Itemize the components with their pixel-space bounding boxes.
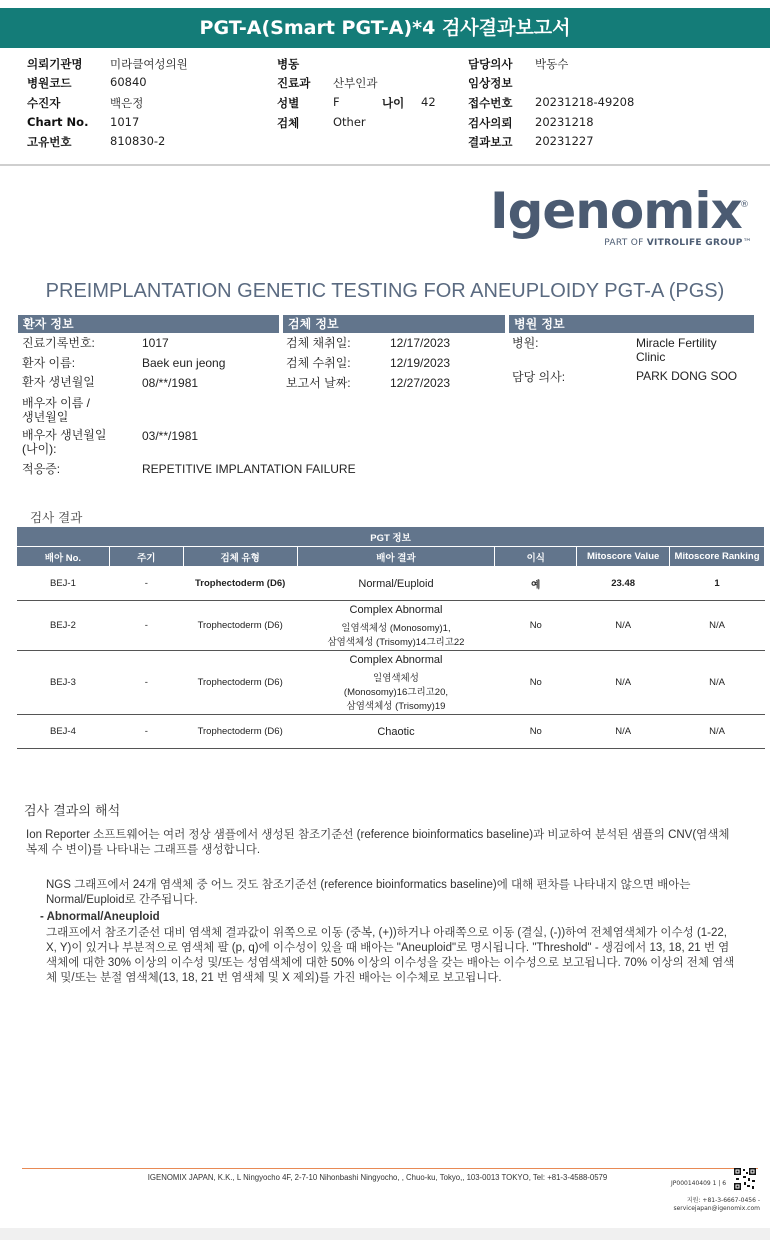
meta-label: 진료과 — [277, 76, 311, 90]
footer-address: IGENOMIX JAPAN, K.K., L Ningyocho 4F, 2-7-10 Nihonbashi Ningyocho, , Chuo-ku, Tokyo,, 103-0013 TOKYO, Tel: +81-3-4588-0579 — [147, 1173, 608, 1182]
page-id: JP000140409 1 | 6 — [671, 1180, 727, 1187]
meta-value: 20231218-49208 — [535, 95, 635, 109]
column-header: 주기 — [109, 547, 183, 567]
result-detail: 일염색체성 — [373, 672, 419, 684]
registered-mark: ® — [740, 200, 749, 210]
meta-value: 42 — [421, 95, 436, 109]
report-title-bar — [0, 8, 770, 48]
igenomix-logo — [490, 182, 752, 254]
field-label: 검체 채취일: — [286, 336, 351, 350]
logo-wordmark: Igenomix — [490, 182, 742, 240]
meta-value: 미라클여성의원 — [110, 57, 188, 71]
meta-label: 나이 — [382, 96, 405, 110]
footer-contact — [672, 1197, 760, 1213]
result-detail: 일염색체성 (Monosomy)1, — [341, 622, 451, 634]
table-row — [17, 601, 765, 651]
meta-label: 접수번호 — [468, 96, 513, 110]
logo-sub-prefix: PART OF — [604, 238, 647, 248]
divider — [0, 164, 770, 166]
mitoscore-ranking: N/A — [670, 651, 765, 715]
embryo-result: Normal/Euploid — [297, 567, 495, 601]
cycle: - — [109, 601, 183, 651]
embryo-result: Complex Abnormal — [349, 603, 443, 616]
logo-subtitle — [604, 238, 752, 248]
transfer: No — [495, 715, 577, 749]
embryo-result: Chaotic — [297, 715, 495, 749]
mitoscore-ranking: N/A — [670, 715, 765, 749]
field-value: 1017 — [142, 336, 169, 350]
meta-value: F — [333, 95, 340, 109]
field-value: Baek eun jeong — [142, 356, 226, 370]
meta-value: 810830-2 — [110, 134, 166, 148]
section-title: 검체 정보 — [288, 317, 339, 331]
transfer: No — [495, 651, 577, 715]
column-header: 검체 유형 — [183, 547, 297, 567]
footer-divider — [22, 1168, 758, 1169]
meta-label: 병원코드 — [27, 76, 72, 90]
meta-label: 검체 — [277, 116, 300, 130]
qr-code-icon — [734, 1168, 756, 1190]
cycle: - — [109, 715, 183, 749]
field-label: (나이): — [22, 442, 57, 456]
meta-value: 20231218 — [535, 115, 594, 129]
meta-value: 60840 — [110, 75, 147, 89]
sample-type: Trophectoderm (D6) — [183, 601, 297, 651]
meta-label: 병동 — [277, 57, 300, 71]
cycle: - — [109, 567, 183, 601]
field-label: 생년월일 — [22, 410, 69, 424]
column-header: 이식 — [495, 547, 577, 567]
meta-label: 임상정보 — [468, 76, 513, 90]
column-header: 배아 No. — [17, 547, 110, 567]
embryo-no: BEJ-3 — [17, 651, 110, 715]
meta-value: Other — [333, 115, 366, 129]
field-label: 환자 이름: — [22, 356, 76, 370]
field-value: 12/19/2023 — [390, 356, 451, 370]
field-label: 검체 수취일: — [286, 356, 351, 370]
interpretation-title: 검사 결과의 해석 — [24, 804, 121, 819]
embryo-no: BEJ-4 — [17, 715, 110, 749]
meta-value: 박동수 — [535, 57, 569, 71]
field-value: REPETITIVE IMPLANTATION FAILURE — [142, 462, 356, 476]
meta-label: 성별 — [277, 96, 300, 110]
field-label: 배우자 생년월일 — [22, 428, 107, 442]
results-table — [16, 526, 765, 749]
logo-sub-brand: VITROLIFE GROUP — [646, 238, 743, 248]
interpretation-paragraph: Ion Reporter 소프트웨어는 여러 정상 샘플에서 생성된 참조기준선 (reference bioinformatics baseline)과 비교하여 분석된 샘플의 CNV(염색체 복제 수 변이)를 나타내는 그래프를 생성합니다. — [26, 829, 730, 856]
field-label: 진료기록번호: — [22, 336, 95, 350]
field-value: Clinic — [636, 350, 666, 364]
sample-type: Trophectoderm (D6) — [183, 715, 297, 749]
request-info-block — [0, 54, 770, 162]
meta-value: 20231227 — [535, 134, 594, 148]
meta-value: 백은정 — [110, 96, 144, 110]
meta-label: 결과보고 — [468, 135, 513, 149]
meta-label: 고유번호 — [27, 135, 72, 149]
embryo-result: Complex Abnormal — [349, 653, 443, 666]
mitoscore-value: N/A — [577, 601, 670, 651]
table-row — [17, 567, 765, 601]
meta-value: 1017 — [110, 115, 140, 129]
mitoscore-ranking: 1 — [670, 567, 765, 601]
field-label: 배우자 이름 / — [22, 396, 90, 410]
field-label: 병원: — [512, 336, 539, 350]
contact-phone: 지원: +81-3-6667-0456 - — [686, 1197, 760, 1204]
report-heading: PREIMPLANTATION GENETIC TESTING FOR ANEUPLOIDY PGT-A (PGS) — [45, 280, 725, 302]
transfer: 예 — [495, 567, 577, 601]
field-label: 환자 생년월일 — [22, 375, 95, 389]
table-row — [17, 715, 765, 749]
field-value: 08/**/1981 — [142, 376, 199, 390]
section-sample-info — [283, 315, 505, 333]
field-value: 12/27/2023 — [390, 376, 451, 390]
meta-label: 담당의사 — [468, 57, 513, 71]
column-header: Mitoscore Ranking — [670, 547, 765, 567]
meta-label: Chart No. — [27, 115, 89, 129]
field-value: 12/17/2023 — [390, 336, 451, 350]
interpretation-paragraph: 그래프에서 참조기준선 대비 염색체 결과값이 위쪽으로 이동 (중복, (+))하거나 아래쪽으로 이동 (결실, (-))하여 전체염색체가 이수성 (1-22, X, Y)이 있거나 부분적으로 염색체 팔 (p, q)에 이수성이 있을 때 배아는 "Aneuploid"로 명시됩니다. "Threshold" - 생검에서 13, 18, 21 번 염색체에 대한 30% 이상의 이수성 및/또는 성염색체에 대한 50% 이상의 이수성을 갖는 배아는 이수성으로 보고됩니다. 70% 이상의 전체 염색체 및/또는 분절 염색체(13, 18, 21 번 염색체 및 X 제외)를 가진 배아는 이수체로 보고됩니다. — [46, 927, 735, 984]
interpretation-subheading: - Abnormal/Aneuploid — [40, 911, 160, 923]
logo-sub-tm: ™ — [742, 238, 752, 248]
field-label: 담당 의사: — [512, 370, 566, 384]
page-bottom-band — [0, 1228, 770, 1240]
mitoscore-value: N/A — [577, 715, 670, 749]
mitoscore-ranking: N/A — [670, 601, 765, 651]
field-value: Miracle Fertility — [636, 336, 717, 350]
contact-email: servicejapan@igenomix.com — [673, 1205, 760, 1212]
meta-label: 의뢰기관명 — [27, 57, 83, 71]
section-patient-info — [18, 315, 279, 333]
table-group-header: PGT 정보 — [17, 527, 765, 547]
meta-value: 산부인과 — [333, 76, 378, 90]
section-title: 병원 정보 — [514, 317, 565, 331]
transfer: No — [495, 601, 577, 651]
result-detail: 삼염색체성 (Trisomy)19 — [346, 700, 446, 712]
meta-label: 검사의뢰 — [468, 116, 513, 130]
interpretation-paragraph: NGS 그래프에서 24개 염색체 중 어느 것도 참조기준선 (reference bioinformatics baseline)에 대해 편차를 나타내지 않으면 배아는 Normal/Euploid로 간주됩니다. — [46, 879, 691, 906]
embryo-result-cell — [297, 651, 495, 715]
cycle: - — [109, 651, 183, 715]
column-header: 배아 결과 — [297, 547, 495, 567]
result-detail: (Monosomy)16그리고20, — [343, 686, 449, 698]
column-header: Mitoscore Value — [577, 547, 670, 567]
section-title: 환자 정보 — [23, 317, 74, 331]
field-label: 적응증: — [22, 462, 61, 476]
meta-label: 수진자 — [27, 96, 61, 110]
embryo-no: BEJ-1 — [17, 567, 110, 601]
section-hospital-info — [509, 315, 754, 333]
mitoscore-value: N/A — [577, 651, 670, 715]
field-value: PARK DONG SOO — [636, 369, 738, 383]
mitoscore-value: 23.48 — [577, 567, 670, 601]
results-section-title: 검사 결과 — [30, 510, 83, 525]
field-value: 03/**/1981 — [142, 429, 199, 443]
embryo-no: BEJ-2 — [17, 601, 110, 651]
embryo-result-cell — [297, 601, 495, 651]
sample-type: Trophectoderm (D6) — [183, 651, 297, 715]
sample-type: Trophectoderm (D6) — [183, 567, 297, 601]
field-label: 보고서 날짜: — [286, 376, 351, 390]
result-detail: 삼염색체성 (Trisomy)14그리고22 — [327, 636, 465, 648]
table-row — [17, 651, 765, 715]
report-title: PGT-A(Smart PGT-A)*4 검사결과보고서 — [199, 17, 571, 39]
